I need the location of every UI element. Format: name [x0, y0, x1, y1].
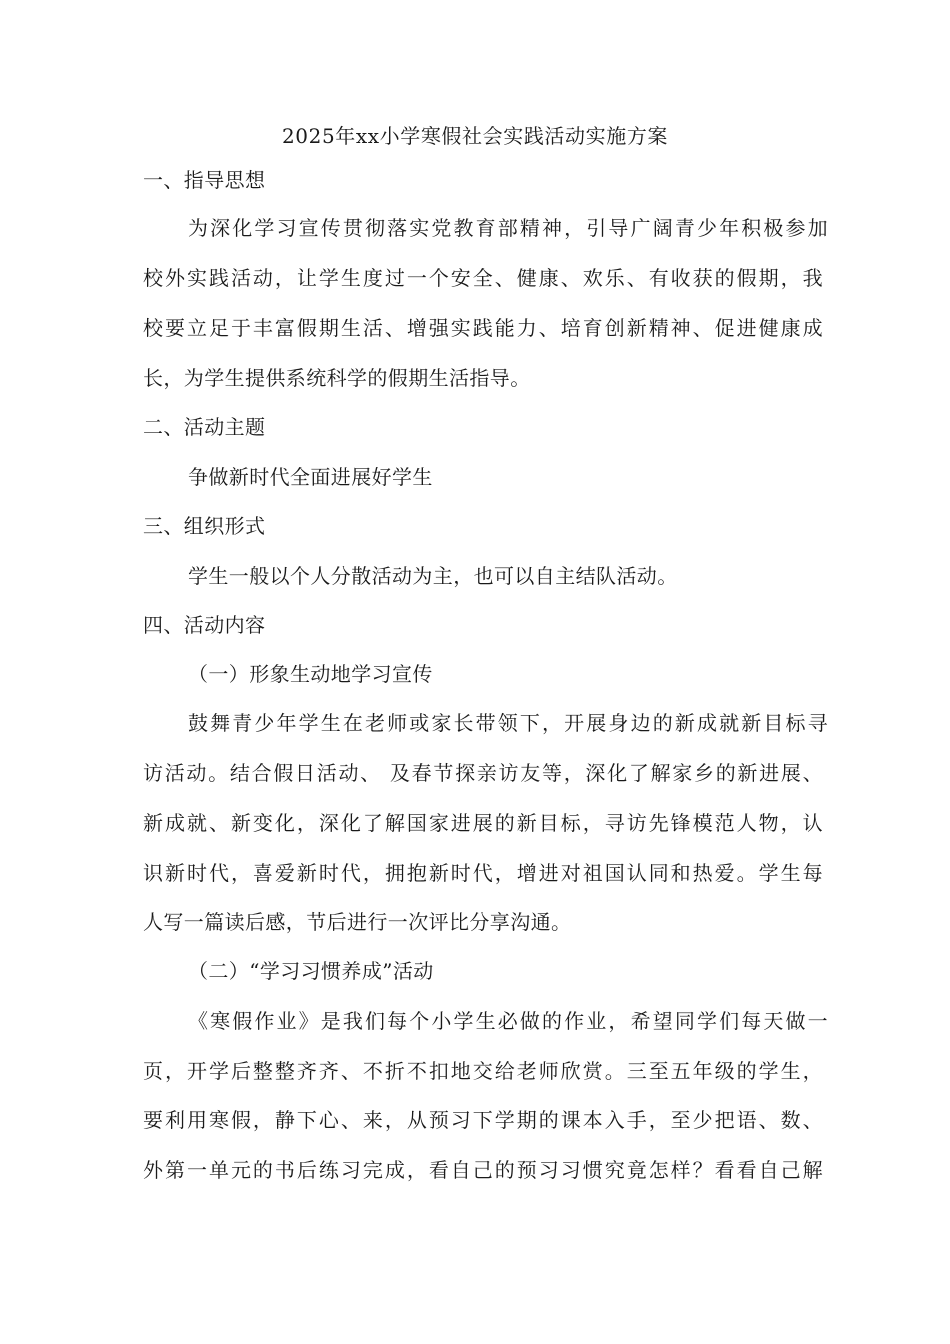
- paragraph-line: 页，开学后整整齐齐、不折不扣地交给老师欣赏。三至五年级的学生，: [143, 1059, 823, 1083]
- paragraph-line: 要利用寒假，静下心、来，从预习下学期的课本入手，至少把语、数、: [143, 1108, 823, 1132]
- paragraph-line: 争做新时代全面进展好学生: [188, 465, 433, 489]
- paragraph-line: 学生一般以个人分散活动为主，也可以自主结队活动。: [188, 564, 678, 588]
- subsection-heading-study-habits: （二）“学习习惯养成”活动: [188, 959, 434, 983]
- section-heading-guiding-thought: 一、指导思想: [143, 168, 266, 192]
- paragraph-line: 新成就、新变化，深化了解国家进展的新目标，寻访先锋模范人物，认: [143, 811, 823, 835]
- section-heading-content: 四、活动内容: [143, 613, 266, 637]
- paragraph-line: 校要立足于丰富假期生活、增强实践能力、培育创新精神、促进健康成: [143, 316, 823, 340]
- section-heading-organization: 三、组织形式: [143, 514, 266, 538]
- paragraph-line: 人写一篇读后感，节后进行一次评比分享沟通。: [143, 910, 572, 934]
- paragraph-line: 《寒假作业》是我们每个小学生必做的作业，希望同学们每天做一: [188, 1009, 828, 1033]
- paragraph-line: 识新时代，喜爱新时代，拥抱新时代，增进对祖国认同和热爱。学生每: [143, 861, 823, 885]
- paragraph-line: 长，为学生提供系统科学的假期生活指导。: [143, 366, 531, 390]
- section-heading-theme: 二、活动主题: [143, 415, 266, 439]
- document-title: 2025年xx小学寒假社会实践活动实施方案: [281, 124, 669, 148]
- paragraph-line: 访活动。结合假日活动、 及春节探亲访友等，深化了解家乡的新进展、: [143, 761, 823, 785]
- paragraph-line: 校外实践活动，让学生度过一个安全、健康、欢乐、有收获的假期，我: [143, 266, 823, 290]
- subsection-heading-promotion: （一）形象生动地学习宣传: [188, 662, 433, 686]
- paragraph-line: 鼓舞青少年学生在老师或家长带领下，开展身边的新成就新目标寻: [188, 711, 828, 735]
- paragraph-line: 外第一单元的书后练习完成，看自己的预习习惯究竟怎样？看看自己解: [143, 1158, 823, 1182]
- paragraph-line: 为深化学习宣传贯彻落实党教育部精神，引导广阔青少年积极参加: [188, 216, 828, 240]
